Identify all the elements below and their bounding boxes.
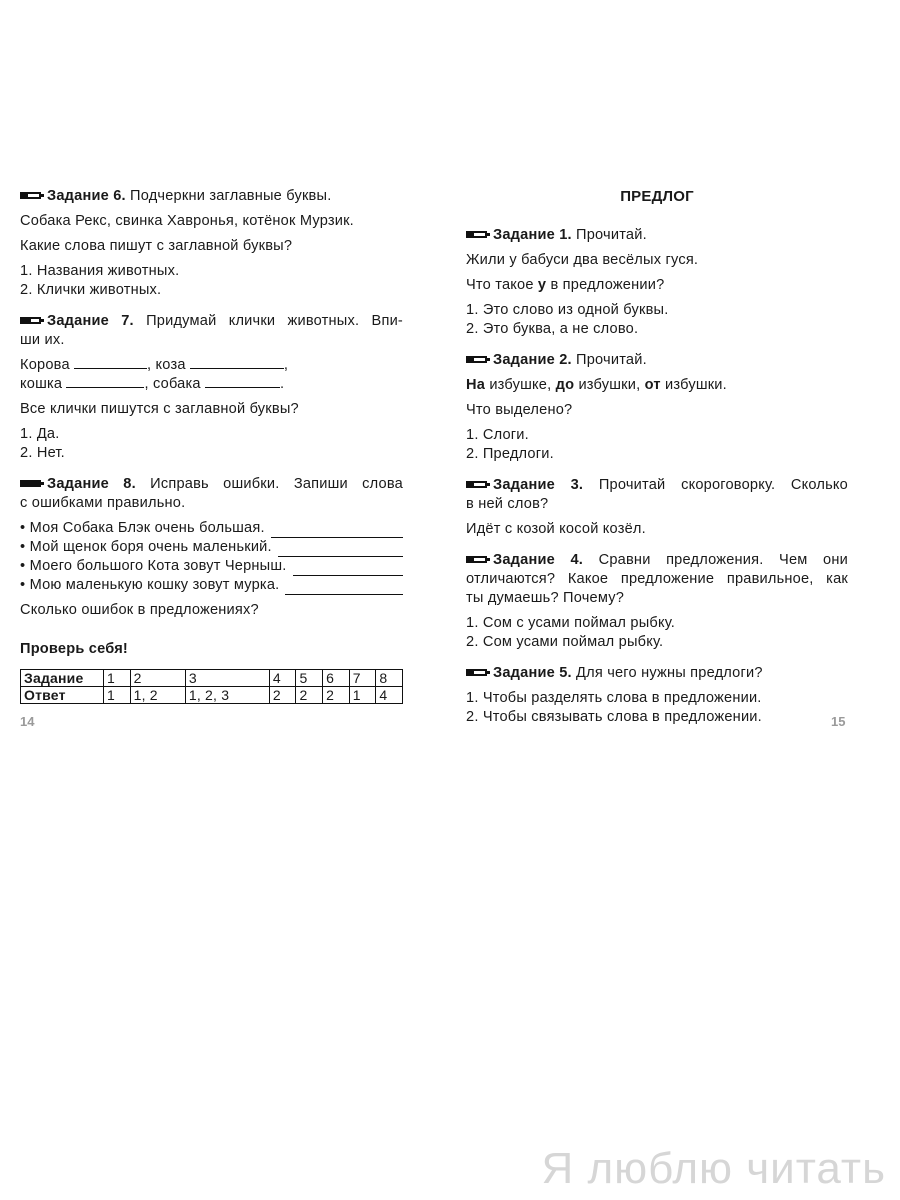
table-cell: 4 bbox=[269, 670, 296, 687]
task6-option-2: 2. Клички животных. bbox=[20, 282, 162, 298]
bullet-text: • Мою маленькую кошку зовут мурка. bbox=[20, 577, 280, 593]
blank-line bbox=[205, 375, 280, 388]
answers-table bbox=[20, 669, 403, 704]
task7-option-1: 1. Да. bbox=[20, 426, 60, 442]
preposition-bold: до bbox=[555, 377, 575, 393]
r-task1-text: Прочитай. bbox=[571, 227, 647, 243]
comma: , bbox=[283, 357, 289, 373]
r-task5-option-2: 2. Чтобы связывать слова в предложении. bbox=[466, 709, 762, 725]
task7-fill-row-1 bbox=[20, 356, 403, 375]
r-task4-text-cont2: ты думаешь? Почему? bbox=[466, 590, 625, 606]
r-task5-option-1: 1. Чтобы разделять слова в предложении. bbox=[466, 690, 762, 706]
animal-cat: кошка bbox=[20, 376, 63, 392]
r-task5-heading bbox=[466, 664, 848, 683]
task6-sentence: Собака Рекс, свинка Хавронья, котёнок Мурзик. bbox=[20, 213, 354, 229]
battery-level-icon bbox=[466, 231, 487, 238]
r-task4-label: Задание 4. bbox=[493, 552, 584, 568]
table-cell: 7 bbox=[349, 670, 376, 687]
task8-heading bbox=[20, 475, 403, 494]
task8-bullet bbox=[20, 576, 403, 595]
blank-line bbox=[278, 542, 403, 557]
sentence-part: избушке, bbox=[485, 377, 556, 393]
task7-label: Задание 7. bbox=[47, 313, 134, 329]
bullet-text: • Мой щенок боря очень маленький. bbox=[20, 539, 272, 555]
blank-line bbox=[285, 580, 403, 595]
r-task3-tongue-twister: Идёт с козой косой козёл. bbox=[466, 521, 646, 537]
r-task4-text: Сравни предложения. Чем они bbox=[583, 552, 848, 568]
task6-heading bbox=[20, 187, 403, 206]
task7-fill-row-2 bbox=[20, 375, 403, 394]
r-task5-label: Задание 5. bbox=[493, 665, 572, 681]
animal-goat: , коза bbox=[147, 357, 186, 373]
task8-bullet bbox=[20, 557, 403, 576]
task6-option-1: 1. Названия животных. bbox=[20, 263, 180, 279]
bullet-text: • Моего большого Кота зовут Черныш. bbox=[20, 558, 287, 574]
task7-option-2: 2. Нет. bbox=[20, 445, 65, 461]
blank-line bbox=[293, 561, 403, 576]
battery-level-icon bbox=[466, 356, 487, 363]
r-task2-question: Что выделено? bbox=[466, 402, 573, 418]
animal-cow: Корова bbox=[20, 357, 70, 373]
task8-question: Сколько ошибок в предложениях? bbox=[20, 602, 259, 618]
task6-text: Подчеркни заглавные буквы. bbox=[125, 188, 332, 204]
r-task1-label: Задание 1. bbox=[493, 227, 572, 243]
task8-bullet bbox=[20, 519, 403, 538]
r-task2-option-1: 1. Слоги. bbox=[466, 427, 529, 443]
r-task1-option-1: 1. Это слово из одной буквы. bbox=[466, 302, 669, 318]
sentence-part: избушки. bbox=[660, 377, 727, 393]
table-cell: 5 bbox=[296, 670, 323, 687]
table-cell: 3 bbox=[185, 670, 269, 687]
battery-level-icon bbox=[20, 192, 41, 199]
r-task3-heading bbox=[466, 476, 848, 495]
task6-label: Задание 6. bbox=[47, 188, 126, 204]
preposition-bold: На bbox=[466, 377, 486, 393]
left-page-column bbox=[20, 187, 403, 704]
r-task1-sentence: Жили у бабуси два весёлых гуся. bbox=[466, 252, 699, 268]
battery-level-icon bbox=[20, 317, 41, 324]
sentence-part: избушки, bbox=[574, 377, 645, 393]
r-task4-option-1: 1. Сом с усами поймал рыбку. bbox=[466, 615, 675, 631]
watermark: Я люблю читать bbox=[541, 1144, 886, 1193]
table-cell: Задание bbox=[21, 670, 104, 687]
task8-text-cont: с ошибками правильно. bbox=[20, 495, 186, 511]
task6-question: Какие слова пишут с заглавной буквы? bbox=[20, 238, 293, 254]
r-task2-label: Задание 2. bbox=[493, 352, 572, 368]
right-page-column bbox=[466, 187, 848, 727]
table-row bbox=[21, 670, 403, 687]
question-part: в предложении? bbox=[546, 277, 665, 293]
r-task4-heading bbox=[466, 551, 848, 570]
r-task5-text: Для чего нужны предлоги? bbox=[571, 665, 763, 681]
battery-level-icon bbox=[20, 480, 41, 487]
blank-line bbox=[271, 523, 403, 538]
table-cell: 1, 2 bbox=[130, 687, 185, 704]
table-cell: 2 bbox=[269, 687, 296, 704]
table-row bbox=[21, 687, 403, 704]
task7-heading bbox=[20, 312, 403, 331]
task7-question: Все клички пишутся с заглавной буквы? bbox=[20, 401, 299, 417]
preposition-bold: от bbox=[644, 377, 661, 393]
table-cell: 8 bbox=[376, 670, 403, 687]
table-cell: 1 bbox=[349, 687, 376, 704]
question-part: Что такое bbox=[466, 277, 538, 293]
section-title: ПРЕДЛОГ bbox=[620, 188, 694, 205]
battery-level-icon bbox=[466, 556, 487, 563]
battery-level-icon bbox=[466, 669, 487, 676]
task8-bullet bbox=[20, 538, 403, 557]
page-number-left: 14 bbox=[20, 714, 35, 729]
table-cell: 4 bbox=[376, 687, 403, 704]
r-task3-label: Задание 3. bbox=[493, 477, 584, 493]
animal-dog: , собака bbox=[144, 376, 201, 392]
page-number-right: 15 bbox=[831, 714, 846, 729]
task8-label: Задание 8. bbox=[47, 476, 136, 492]
r-task2-text: Прочитай. bbox=[571, 352, 647, 368]
table-cell: Ответ bbox=[21, 687, 104, 704]
r-task2-option-2: 2. Предлоги. bbox=[466, 446, 554, 462]
bullet-text: • Моя Собака Блэк очень большая. bbox=[20, 520, 265, 536]
task7-text-cont: ши их. bbox=[20, 332, 65, 348]
r-task4-text-cont: отличаются? Какое предложение правильное, как bbox=[466, 571, 848, 587]
r-task3-text: Прочитай скороговорку. Сколько bbox=[583, 477, 848, 493]
r-task3-text-cont: в ней слов? bbox=[466, 496, 549, 512]
table-cell: 1 bbox=[104, 687, 131, 704]
r-task1-heading bbox=[466, 226, 848, 245]
table-cell: 1, 2, 3 bbox=[185, 687, 269, 704]
table-cell: 2 bbox=[296, 687, 323, 704]
check-title: Проверь себя! bbox=[20, 641, 128, 657]
blank-line bbox=[66, 375, 144, 388]
question-bold-letter: у bbox=[537, 277, 547, 293]
blank-line bbox=[74, 356, 147, 369]
r-task4-option-2: 2. Сом усами поймал рыбку. bbox=[466, 634, 664, 650]
task7-text: Придумай клички животных. Впи- bbox=[133, 313, 403, 329]
r-task1-option-2: 2. Это буква, а не слово. bbox=[466, 321, 639, 337]
task8-text: Исправь ошибки. Запиши слова bbox=[135, 476, 403, 492]
period: . bbox=[279, 376, 285, 392]
battery-level-icon bbox=[466, 481, 487, 488]
r-task1-question bbox=[466, 276, 848, 295]
r-task2-sentence bbox=[466, 376, 848, 395]
blank-line bbox=[190, 356, 284, 369]
table-cell: 1 bbox=[104, 670, 131, 687]
r-task2-heading bbox=[466, 351, 848, 370]
table-cell: 2 bbox=[130, 670, 185, 687]
table-cell: 6 bbox=[323, 670, 350, 687]
table-cell: 2 bbox=[323, 687, 350, 704]
